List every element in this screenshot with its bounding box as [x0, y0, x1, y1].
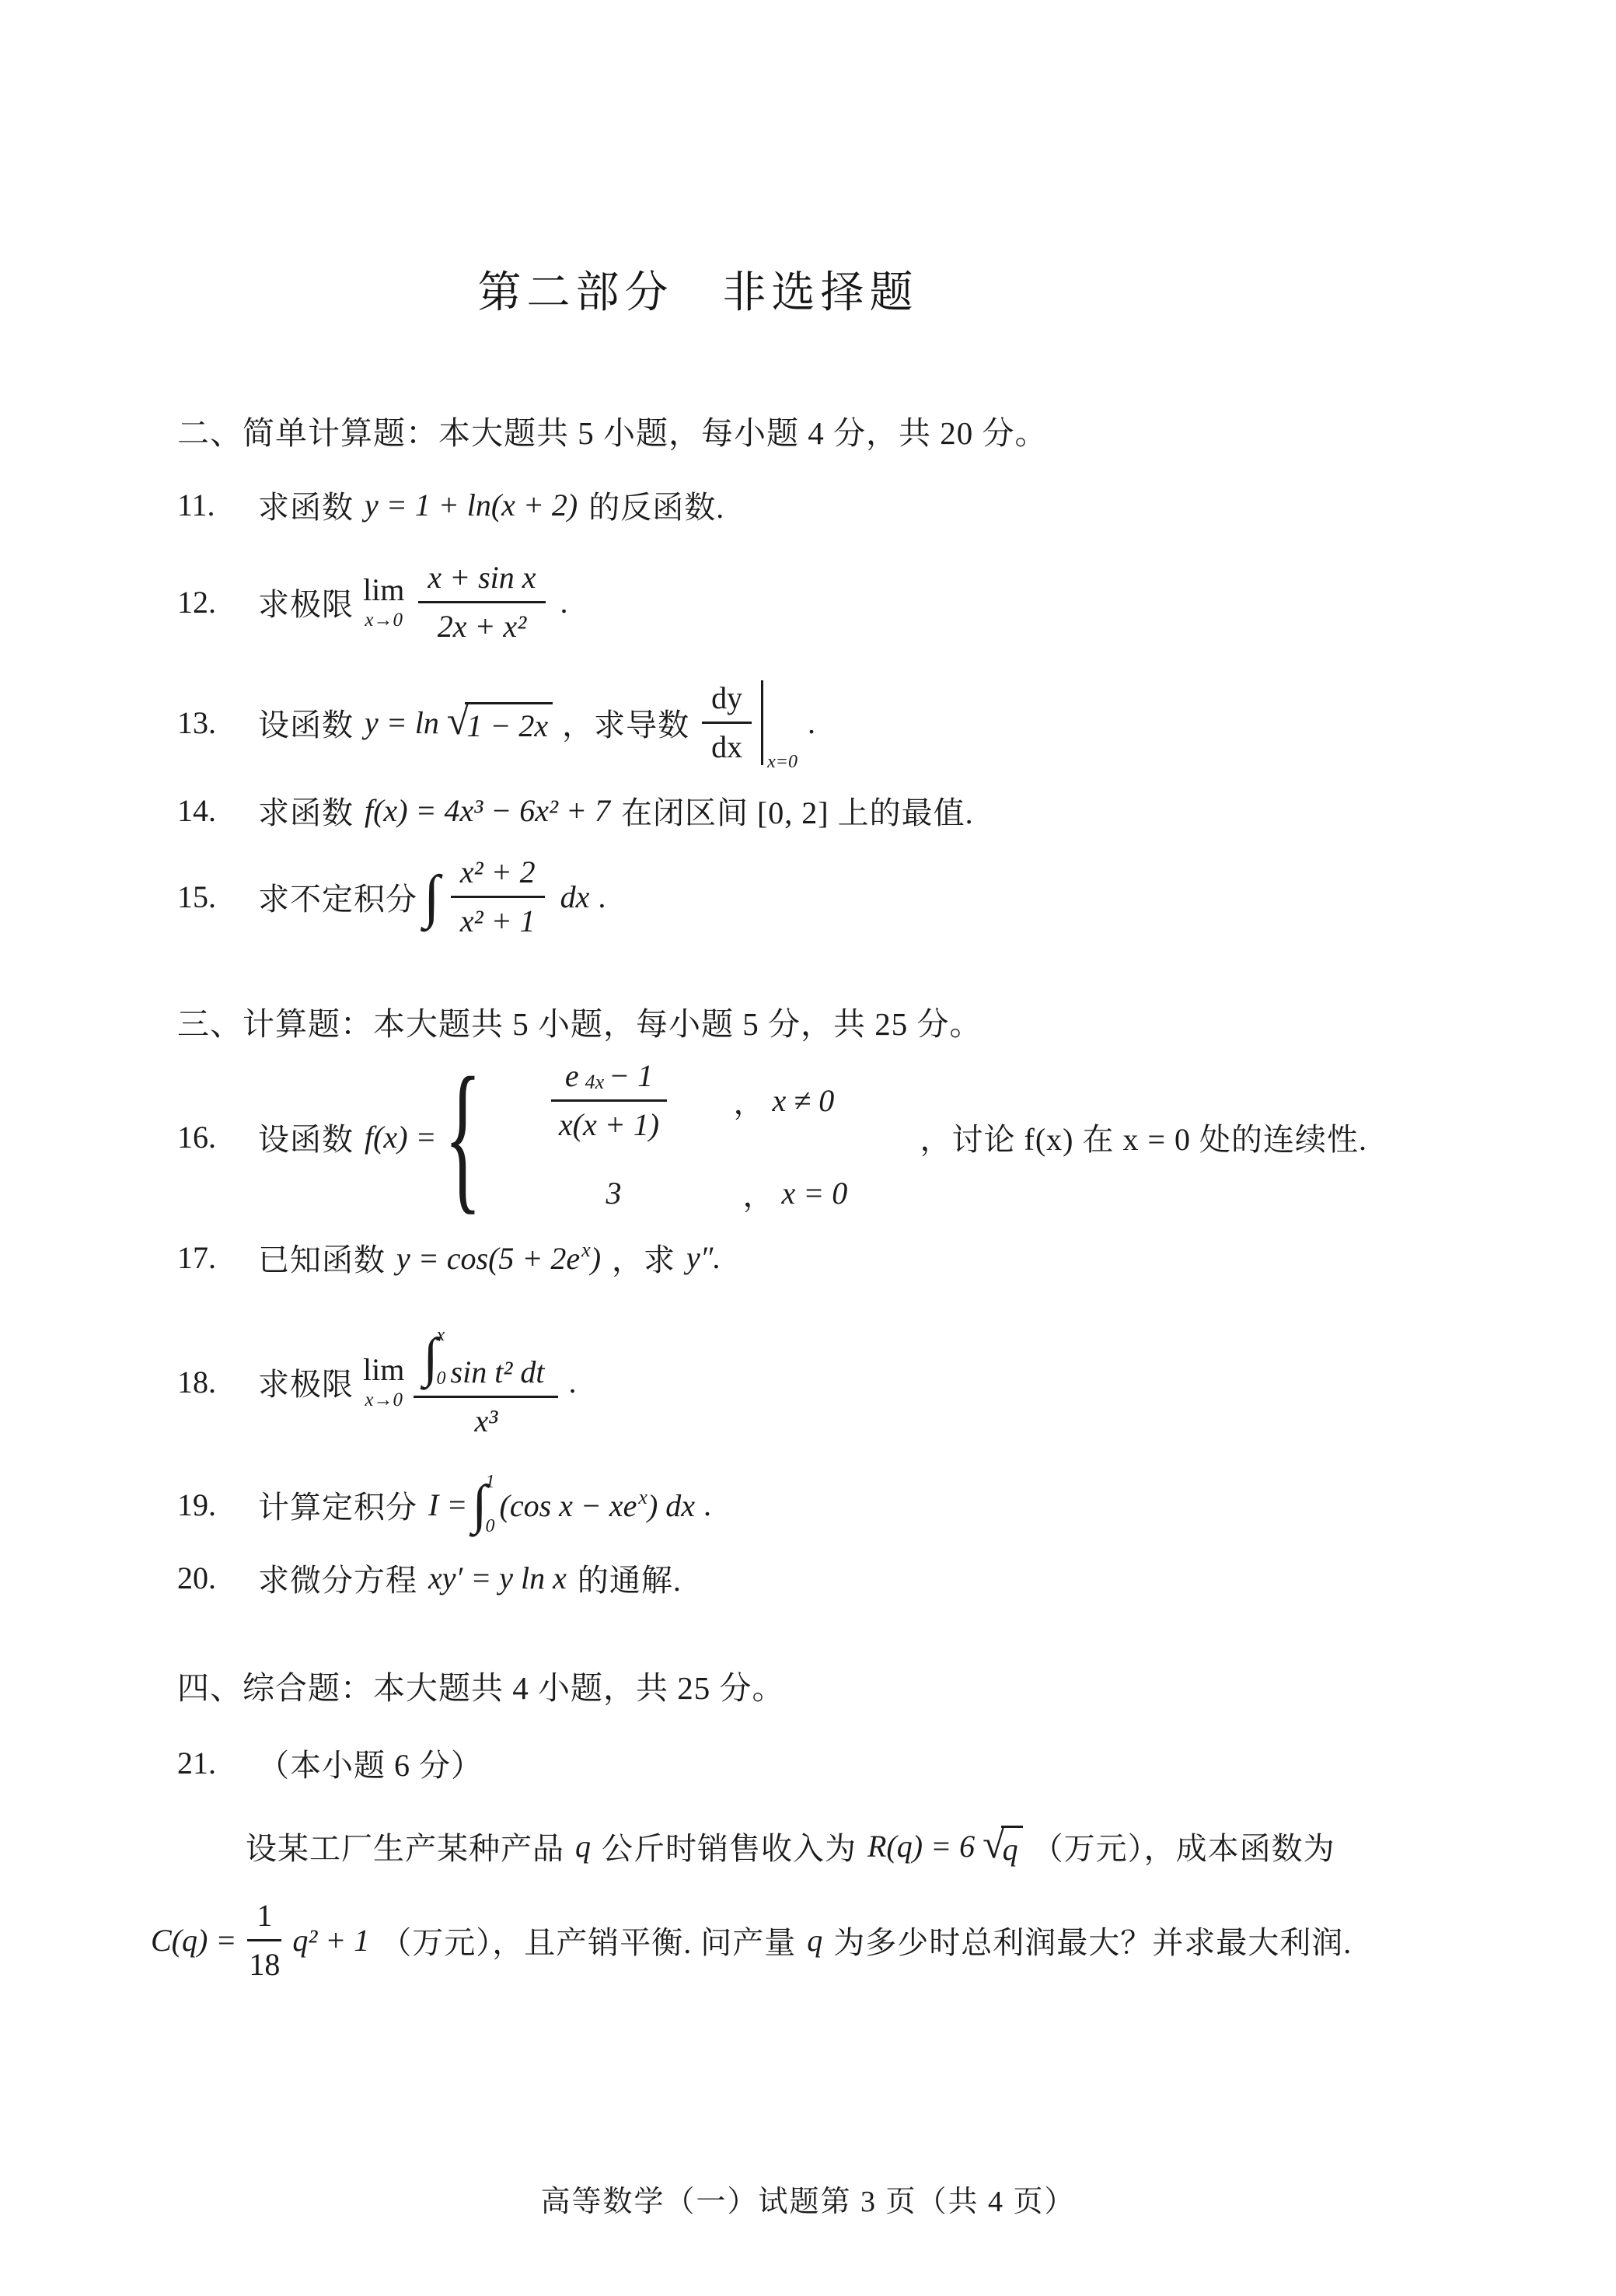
radical-sign: √ [983, 1822, 1005, 1867]
question-17 [177, 1235, 1491, 1280]
formula: y″. [686, 1240, 721, 1275]
piecewise-expression: 3 [606, 1176, 622, 1211]
variable: q [807, 1923, 823, 1958]
integral-limits [437, 1325, 446, 1390]
formula-part: y = cos(5 + 2e [396, 1241, 581, 1276]
question-body [252, 1325, 581, 1439]
fraction-denominator: 18 [249, 1947, 281, 1982]
integrand: sin t² dt [450, 1354, 545, 1389]
question-text: 设函数 [258, 708, 354, 743]
limit-operator [363, 572, 405, 631]
piecewise-condition: x ≠ 0 [772, 1083, 835, 1118]
question-12 [177, 560, 1491, 645]
formula: xy′ = y ln x [428, 1560, 567, 1595]
question-21-paragraph-1 [177, 1824, 1491, 1868]
question-number: 14. [177, 793, 216, 828]
limit-operator [363, 1354, 404, 1410]
formula: f(x) = 4x³ − 6x² + 7 [365, 793, 610, 828]
fraction-numerator [551, 1058, 667, 1102]
fraction [551, 1058, 667, 1143]
formula: I = [428, 1487, 468, 1522]
question-text: 的反函数. [588, 490, 725, 525]
fraction-denominator: x² + 1 [459, 903, 536, 938]
question-number: 15. [177, 879, 216, 914]
fraction [414, 1325, 558, 1439]
question-text: 求函数 [258, 490, 354, 525]
question-number: 18. [177, 1365, 216, 1400]
formula: y = ln [365, 705, 439, 740]
fraction [247, 1898, 281, 1983]
fraction [414, 560, 550, 645]
integral-upper: 1 [485, 1472, 495, 1492]
question-body [252, 1043, 1373, 1229]
evaluation-subscript: x=0 [767, 752, 798, 772]
question-text: 在闭区间 [0, 2] 上的最值. [620, 795, 974, 830]
piecewise-row-2 [493, 1171, 914, 1215]
question-text: 为多少时总利润最大？并求最大利润. [833, 1925, 1352, 1960]
radicand: q [1001, 1826, 1023, 1868]
question-21-label [177, 1741, 1491, 1785]
fraction-denominator: x(x + 1) [558, 1107, 660, 1142]
piecewise-rows [493, 1058, 914, 1215]
question-number: 21. [177, 1746, 216, 1781]
numerator-rest: − 1 [609, 1058, 654, 1093]
radical [983, 1822, 1023, 1868]
integral-sign: ∫ [423, 1327, 438, 1388]
question-14 [177, 788, 1491, 833]
variable: q [575, 1829, 591, 1864]
derivative-evaluation [702, 680, 798, 772]
question-text: 已知函数 [258, 1242, 386, 1277]
integral [423, 1325, 445, 1390]
question-20 [177, 1556, 1491, 1600]
question-text: 的通解. [577, 1563, 682, 1598]
derivative-fraction [702, 680, 763, 765]
page-title: 第二部分 非选择题 [477, 267, 919, 316]
question-body [252, 1556, 688, 1600]
radical-sign: √ [446, 698, 469, 743]
fraction-denominator: dx [711, 729, 743, 764]
radicand: 1 − 2x [465, 702, 553, 744]
exponent: x [638, 1485, 647, 1508]
fraction-denominator: 2x + x² [437, 609, 527, 644]
section-heading-3: 三、计算题：本大题共 5 小题，每小题 5 分，共 25 分。 [177, 1006, 983, 1042]
differential: dx [560, 879, 590, 914]
formula-part: ) dx [647, 1487, 696, 1523]
question-number: 12. [177, 585, 216, 620]
question-number: 11. [177, 488, 215, 522]
question-body [252, 560, 574, 645]
formula: C(q) = [151, 1923, 237, 1958]
piecewise-row-1 [493, 1058, 914, 1143]
separator-comma: ， [742, 1178, 774, 1213]
left-brace: { [444, 1043, 482, 1229]
formula-part: ) [590, 1241, 602, 1276]
question-number: 16. [177, 1119, 216, 1155]
formula-end: . [569, 1365, 578, 1400]
question-text: 求极限 [258, 587, 354, 622]
formula-end: . [808, 705, 817, 740]
question-text: （万元），成本函数为 [1031, 1831, 1335, 1866]
integral-sign: ∫ [424, 864, 440, 930]
fraction-numerator: dy [702, 680, 752, 724]
question-text: 设某工厂生产某种产品 [246, 1831, 564, 1866]
limit-subscript: x→0 [365, 610, 403, 631]
question-21-paragraph-2 [146, 1898, 1491, 1983]
page-footer: 高等数学（一）试题第 3 页（共 4 页） [540, 2186, 1076, 2218]
fraction-denominator: x³ [474, 1403, 498, 1438]
limit-subscript: x→0 [365, 1389, 403, 1410]
question-body [252, 680, 821, 772]
question-number: 13. [177, 705, 216, 740]
question-text: 计算定积分 [258, 1489, 417, 1525]
limit-word: lim [363, 1352, 405, 1387]
document-body [151, 0, 1491, 1983]
question-body [252, 1472, 717, 1537]
question-16 [177, 1043, 1491, 1229]
question-number: 17. [177, 1240, 216, 1275]
question-body [252, 854, 611, 939]
integral-upper: x [436, 1325, 445, 1345]
question-text: （万元），且产销平衡. 问产量 [380, 1925, 797, 1960]
question-15 [177, 854, 1491, 939]
question-body [252, 1235, 725, 1280]
formula: q² + 1 [292, 1923, 370, 1958]
question-text: 求函数 [258, 795, 354, 830]
integral-limits [486, 1472, 495, 1537]
formula [500, 1486, 696, 1524]
limit-word: lim [363, 572, 405, 607]
question-11 [177, 483, 1491, 527]
integral [472, 1472, 494, 1537]
question-number: 19. [177, 1487, 216, 1522]
formula: y = 1 + ln(x + 2) [365, 488, 578, 522]
question-text: 求不定积分 [258, 882, 417, 917]
question-text: 求极限 [258, 1367, 354, 1402]
question-body [252, 788, 980, 833]
fraction-numerator: x + sin x [418, 560, 545, 603]
formula: R(q) = 6 [867, 1829, 976, 1864]
question-19 [177, 1472, 1491, 1537]
question-18 [177, 1325, 1491, 1439]
exponent: x [581, 1239, 591, 1261]
integral-lower: 0 [436, 1368, 446, 1389]
formula [396, 1239, 601, 1277]
formula-end: . [704, 1487, 713, 1522]
integral-sign: ∫ [472, 1474, 487, 1535]
fraction-numerator [414, 1325, 558, 1398]
question-text: 公斤时销售收入为 [602, 1831, 857, 1866]
question-text: ，求导数 [562, 708, 690, 743]
section-heading-2: 二、简单计算题：本大题共 5 小题，每小题 4 分，共 20 分。 [177, 415, 1048, 451]
question-text: 求微分方程 [258, 1563, 417, 1598]
fraction [446, 854, 550, 939]
e-base: e [564, 1058, 579, 1093]
piecewise-function [444, 1043, 914, 1229]
formula-part: (cos x − xe [499, 1487, 637, 1523]
question-body [252, 483, 731, 527]
question-points: （本小题 6 分） [258, 1748, 483, 1783]
question-number: 20. [177, 1560, 216, 1595]
piecewise-expression [493, 1058, 726, 1143]
question-13 [177, 680, 1491, 772]
formula-end: . [560, 585, 569, 620]
exponent: 4x [585, 1071, 605, 1094]
separator-comma: ， [733, 1085, 765, 1120]
piecewise-condition: x = 0 [781, 1176, 848, 1211]
question-text: 设函数 [258, 1121, 354, 1157]
question-text: ，讨论 f(x) 在 x = 0 处的连续性. [920, 1121, 1368, 1157]
formula: f(x) = [365, 1119, 437, 1155]
radical [446, 698, 553, 744]
fraction-numerator: 1 [247, 1898, 281, 1941]
section-heading-4: 四、综合题：本大题共 4 小题，共 25 分。 [177, 1670, 785, 1706]
formula-end: . [599, 879, 607, 914]
integral-lower: 0 [485, 1516, 495, 1536]
question-text: ，求 [612, 1242, 676, 1277]
fraction-numerator: x² + 2 [451, 854, 545, 898]
